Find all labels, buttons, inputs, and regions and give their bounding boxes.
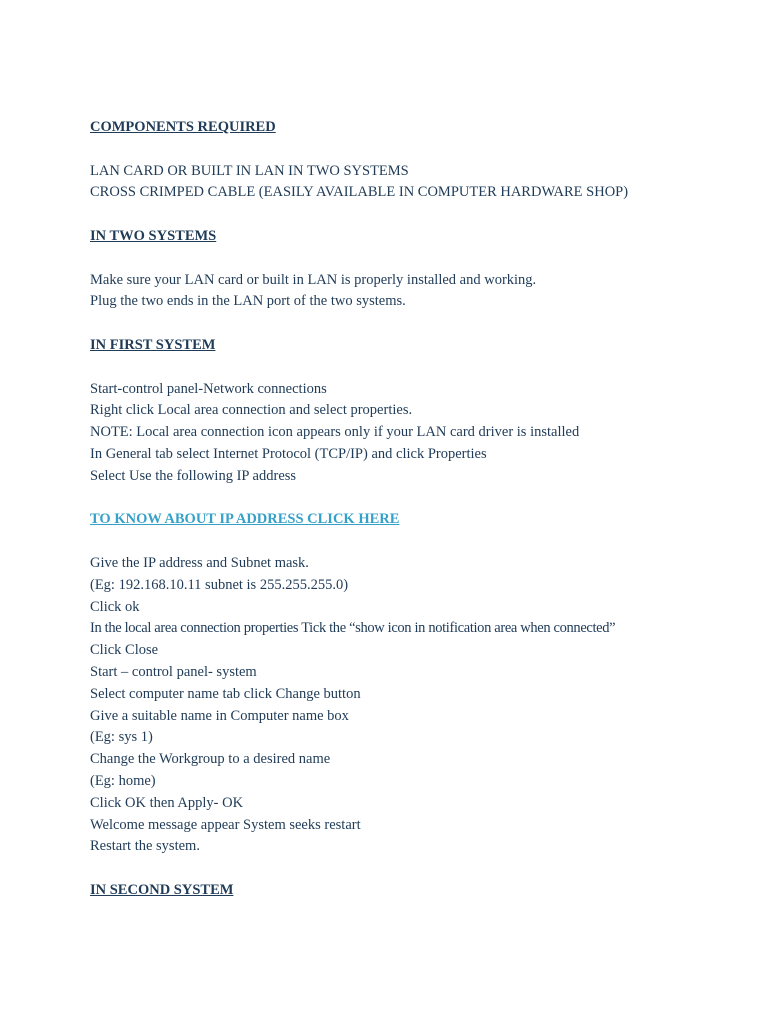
spacer xyxy=(90,204,750,226)
instruction-line: Give the IP address and Subnet mask. xyxy=(90,554,309,571)
example-line: (Eg: home) xyxy=(90,772,156,789)
spacer xyxy=(90,139,750,161)
instruction-line: In General tab select Internet Protocol (TCP/IP) and click Properties xyxy=(90,445,487,462)
instruction-line: Select computer name tab click Change button xyxy=(90,685,361,702)
instruction-line: Start – control panel- system xyxy=(90,663,257,680)
instruction-line: Restart the system. xyxy=(90,838,200,855)
document-page xyxy=(90,117,750,902)
instruction-line: Welcome message appear System seeks restart xyxy=(90,816,361,833)
note-line: NOTE: Local area connection icon appears only if your LAN card driver is installed xyxy=(90,424,580,441)
instruction-line: Start-control panel-Network connections xyxy=(90,380,327,397)
heading-components-required: COMPONENTS REQUIRED xyxy=(90,119,276,135)
spacer xyxy=(90,313,750,335)
instruction-line: Make sure your LAN card or built in LAN is properly installed and working. xyxy=(90,271,537,288)
spacer xyxy=(90,488,750,510)
spacer xyxy=(90,531,750,553)
instruction-line: In the local area connection properties Tick the “show icon in notification area when connected” xyxy=(90,620,616,637)
instruction-line: Click ok xyxy=(90,598,140,615)
component-line: CROSS CRIMPED CABLE (EASILY AVAILABLE IN COMPUTER HARDWARE SHOP) xyxy=(90,184,629,201)
heading-in-second-system: IN SECOND SYSTEM xyxy=(90,881,234,898)
heading-in-first-system: IN FIRST SYSTEM xyxy=(90,336,216,353)
instruction-line: Give a suitable name in Computer name box xyxy=(90,707,349,724)
instruction-line: Change the Workgroup to a desired name xyxy=(90,751,331,768)
component-line: LAN CARD OR BUILT IN LAN IN TWO SYSTEMS xyxy=(90,162,409,179)
ip-address-link[interactable]: TO KNOW ABOUT IP ADDRESS CLICK HERE xyxy=(90,511,400,528)
heading-in-two-systems: IN TWO SYSTEMS xyxy=(90,227,217,244)
example-line: (Eg: 192.168.10.11 subnet is 255.255.255.0) xyxy=(90,576,349,593)
instruction-line: Select Use the following IP address xyxy=(90,467,297,484)
example-line: (Eg: sys 1) xyxy=(90,729,153,746)
instruction-line: Plug the two ends in the LAN port of the two systems. xyxy=(90,293,406,310)
spacer xyxy=(90,248,750,270)
instruction-line: Right click Local area connection and select properties. xyxy=(90,402,413,419)
instruction-line: Click OK then Apply- OK xyxy=(90,794,244,811)
instruction-line: Click Close xyxy=(90,642,159,659)
spacer xyxy=(90,357,750,379)
spacer xyxy=(90,858,750,880)
